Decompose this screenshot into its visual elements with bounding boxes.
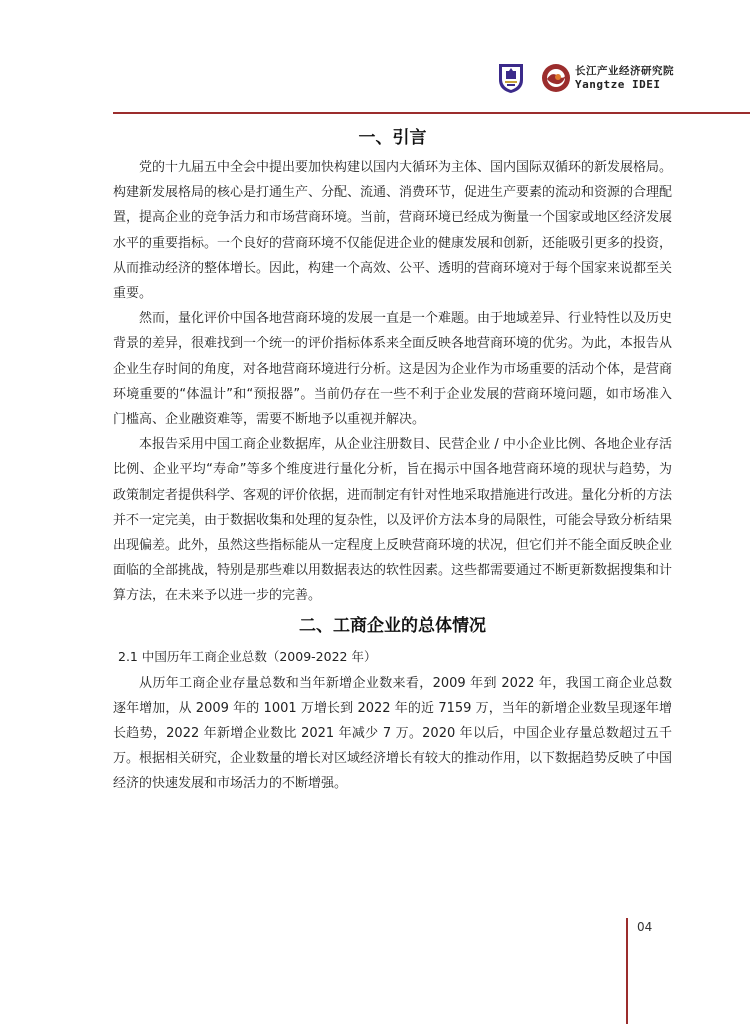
intro-paragraph-2: 然而，量化评价中国各地营商环境的发展一直是一个难题。由于地域差异、行业特性以及历史背景的差异，很难找到一个统一的评价指标体系来全面反映各地营商环境的优劣。为此，本报告从企业生存时间的角度，对各地营商环境进行分析。这是因为企业作为市场重要的活动个体，是营商环境重要的“体温计”和“预报器”。当前仍存在一些不利于企业发展的营商环境问题，如市场准入门槛高、企业融资难等，需要不断地予以重视并解决。 — [113, 311, 673, 428]
intro-paragraph-1: 党的十九届五中全会中提出要加快构建以国内大循环为主体、国内国际双循环的新发展格局。构建新发展格局的核心是打通生产、分配、流通、消费环节，促进生产要素的流动和资源的合理配置，提高企业的竞争活力和市场营商环境。当前，营商环境已经成为衡量一个国家或地区经济发展水平的重要指标。一个良好的营商环境不仅能促进企业的健康发展和创新，还能吸引更多的投资，从而推动经济的整体增长。因此，构建一个高效、公平、透明的营商环境对于每个国家来说都至关重要。 — [113, 160, 673, 302]
subsection-heading-2-1: 2.1 中国历年工商企业总数（2009-2022 年） — [118, 648, 377, 664]
page-number: 04 — [637, 920, 653, 934]
yangtze-idei-mark-icon — [541, 63, 571, 93]
footer-rule — [626, 918, 628, 1024]
university-crest-icon — [497, 62, 525, 94]
section-title-enterprise-overview: 二、工商企业的总体情况 — [299, 615, 486, 636]
document-body — [113, 121, 672, 797]
overview-paragraph-1: 从历年工商企业存量总数和当年新增企业数来看，2009 年到 2022 年，我国工商企业总数逐年增加，从 2009 年的 1001 万增长到 2022 年的近 7159 万，当年的新增企业数呈现逐年增长趋势，2022 年新增企业数比 2021 年减少 7 万。2020 年以后，中国企业存量总数超过五千万。根据相关研究，企业数量的增长对区域经济增长有较大的推动作用，以下数据趋势反映了中国经济的快速发展和市场活力的不断增强。 — [113, 675, 673, 792]
header-logos — [497, 62, 674, 94]
intro-paragraph-3: 本报告采用中国工商企业数据库，从企业注册数目、民营企业 / 中小企业比例、各地企业存活比例、企业平均“寿命”等多个维度进行量化分析，旨在揭示中国各地营商环境的现状与趋势，为政策制定者提供科学、客观的评价依据，进而制定有针对性地采取措施进行改进。量化分析的方法并不一定完美，由于数据收集和处理的复杂性，以及评价方法本身的局限性，可能会导致分析结果出现偏差。此外，虽然这些指标能从一定程度上反映营商环境的状况，但它们并不能全面反映企业面临的全部挑战，特别是那些难以用数据表达的软性因素。这些都需要通过不断更新数据搜集和计算方法，在未来予以进一步的完善。 — [113, 437, 673, 604]
institute-name-en: Yangtze IDEI — [575, 78, 661, 92]
header-rule — [113, 112, 750, 114]
institute-name — [575, 66, 674, 91]
section-title-introduction: 一、引言 — [358, 128, 427, 148]
institute-name-cn: 长江产业经济研究院 — [575, 64, 674, 77]
